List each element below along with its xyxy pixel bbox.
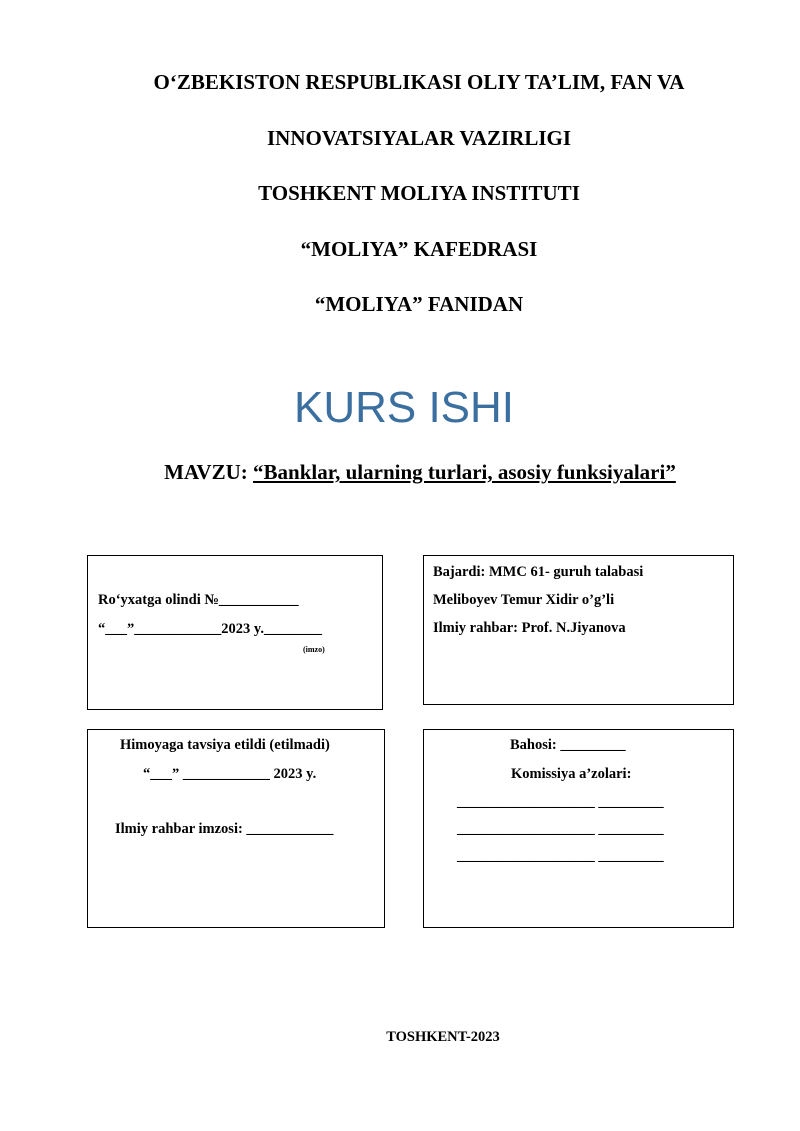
- ministry-line-2: INNOVATSIYALAR VAZIRLIGI: [266, 126, 572, 150]
- registration-line: Ro‘yxatga olindi №___________: [98, 592, 299, 608]
- signature-note: (imzo): [303, 645, 325, 654]
- commission-member-line: ___________________ _________: [457, 821, 664, 837]
- topic-line: [0, 462, 800, 483]
- defense-date-line: “___” ____________ 2023 y.: [143, 766, 317, 782]
- defense-recommendation: Himoyaga tavsiya etildi (etilmadi): [120, 737, 330, 753]
- commission-member-line: ___________________ _________: [457, 848, 664, 864]
- subject-name: “MOLIYA” FANIDAN: [314, 292, 524, 316]
- student-name: Meliboyev Temur Xidir o’g’li: [433, 592, 615, 608]
- performed-by-line: Bajardi: MMC 61- guruh talabasi: [433, 564, 644, 580]
- document-title: KURS ISHI: [293, 383, 515, 432]
- registration-date-line: “___”____________2023 y.________: [98, 621, 322, 637]
- supervisor-signature-line: Ilmiy rahbar imzosi: ____________: [115, 821, 334, 837]
- commission-label: Komissiya a’zolari:: [511, 766, 632, 782]
- ministry-line-1: O‘ZBEKISTON RESPUBLIKASI OLIY TA’LIM, FAN VA: [153, 70, 685, 94]
- grade-line: Bahosi: _________: [510, 737, 626, 753]
- city-year-footer: TOSHKENT-2023: [386, 1029, 500, 1045]
- topic-label: MAVZU:: [164, 460, 254, 484]
- institute-name: TOSHKENT MOLIYA INSTITUTI: [258, 181, 580, 205]
- department-name: “MOLIYA” KAFEDRASI: [300, 237, 538, 261]
- commission-member-line: ___________________ _________: [457, 794, 664, 810]
- supervisor-line: Ilmiy rahbar: Prof. N.Jiyanova: [433, 620, 626, 636]
- topic-text: “Banklar, ularning turlari, asosiy funksiyalari”: [253, 460, 676, 484]
